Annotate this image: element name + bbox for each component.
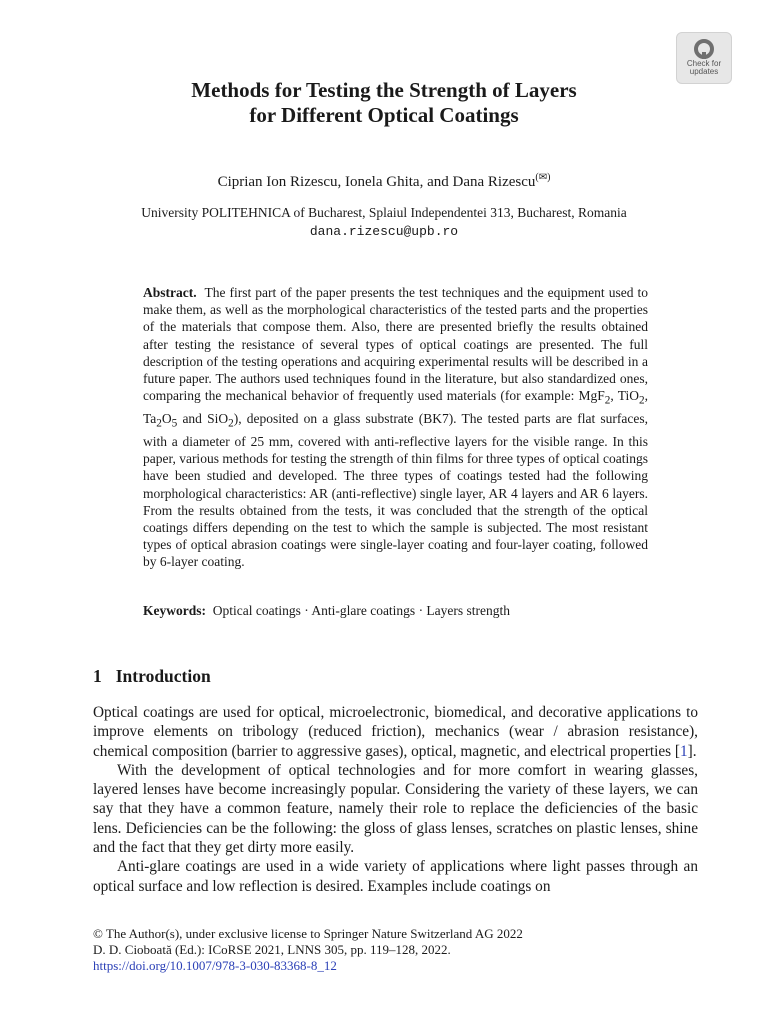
abstract [143,284,648,571]
section-title: Introduction [115,666,211,686]
keywords [143,603,510,619]
paragraph-3: Anti-glare coatings are used in a wide variety of applications where light passes through an optical surface and low reflection is desired. Examples include coatings on [93,858,698,895]
section-heading [93,666,211,687]
subscript: 2 [604,394,611,407]
copyright-line: © The Author(s), under exclusive license to Springer Nature Switzerland AG 2022 [93,926,523,941]
author-email[interactable]: dana.rizescu@upb.ro [309,224,459,239]
citation-link[interactable]: 1 [680,742,688,760]
paragraph-2: With the development of optical technologies and for more comfort in wearing glasses, layered lenses have become increasingly popular. Considering the variety of these layers, we can say that they have a common feature, namely their role to replace the deficiencies of the basic lens. Deficiencies can be the following: the gloss of glass lenses, scratches on plastic lenses, shine and the fact that they get dirty more easily. [93,761,698,857]
affiliation: University POLITEHNICA of Bucharest, Splaiul Independentei 313, Bucharest, Romania [141,205,627,220]
subscript: 2 [156,417,162,430]
paragraph-text: Optical coatings are used for optical, microelectronic, biomedical, and decorative applications to improve elements on tribology (reduced friction), mechanics (wear / abrasion resistance), chemical composition (barrier to aggressive gases), optical, magnetic, and electrical properties [ [93,704,698,760]
keywords-label: Keywords: [143,603,206,618]
keywords-text: Optical coatings · Anti-glare coatings · Layers strength [212,603,511,618]
body-text [93,703,698,896]
section-number: 1 [93,666,102,686]
doi-link[interactable]: https://doi.org/10.1007/978-3-030-83368-8_12 [93,958,337,973]
check-for-updates-badge[interactable] [676,32,732,84]
check-updates-icon [694,39,714,59]
corresponding-author-mark: (✉) [535,172,551,183]
subscript: 5 [171,417,178,430]
badge-line2: updates [689,67,719,76]
abstract-text: , TiO [610,388,640,404]
subscript: 2 [639,394,645,407]
author-names: Ciprian Ion Rizescu, Ionela Ghita, and Dana Rizescu [217,174,536,190]
abstract-text: , Ta [143,388,649,427]
footer [93,926,523,974]
paragraph-text: ]. [687,742,697,760]
badge-line1: Check for [686,59,722,68]
abstract-label: Abstract. [143,285,197,300]
paragraph-1 [93,703,698,761]
affiliation-block [0,203,768,241]
abstract-text: The first part of the paper presents the test techniques and the equipment used to make them, as well as the morphological characteristics of the tested parts and the properties of the materials that compose them. Also, there are presented briefly the results obtained after testing the resistance of several types of optical coatings are presented. The full description of the testing operations and acquiring experimental results will be described in a future paper. The authors used techniques found in the literature, but also standardized ones, comparing the mechanical behavior of frequently used materials (for example: MgF [143,285,648,404]
citation-line: D. D. Cioboată (Ed.): ICoRSE 2021, LNNS 305, pp. 119–128, 2022. [93,942,451,957]
title-line-2: for Different Optical Coatings [249,103,519,127]
paper-title [0,78,768,128]
abstract-text: O [161,411,172,427]
abstract-text: and SiO [177,411,229,427]
title-line-1: Methods for Testing the Strength of Layers [191,78,577,102]
authors [0,172,768,191]
abstract-text: ), deposited on a glass substrate (BK7). The tested parts are flat surfaces, with a diameter of 25 mm, covered with anti-reflective layers for the visible range. In this paper, various methods for testing the strength of thin films for three types of optical coatings have been studied and developed. The three types of coatings tested had the following morphological characteristics: AR (anti-reflective) single layer, AR 4 layers and AR 6 layers. From the results obtained from the tests, it was concluded that the strength of the optical coatings differs depending on the test to which the sample is subjected. The most resistant types of optical abrasion coatings were single-layer coating and four-layer coating, followed by 6-layer coating. [143,411,648,570]
subscript: 2 [228,417,234,430]
